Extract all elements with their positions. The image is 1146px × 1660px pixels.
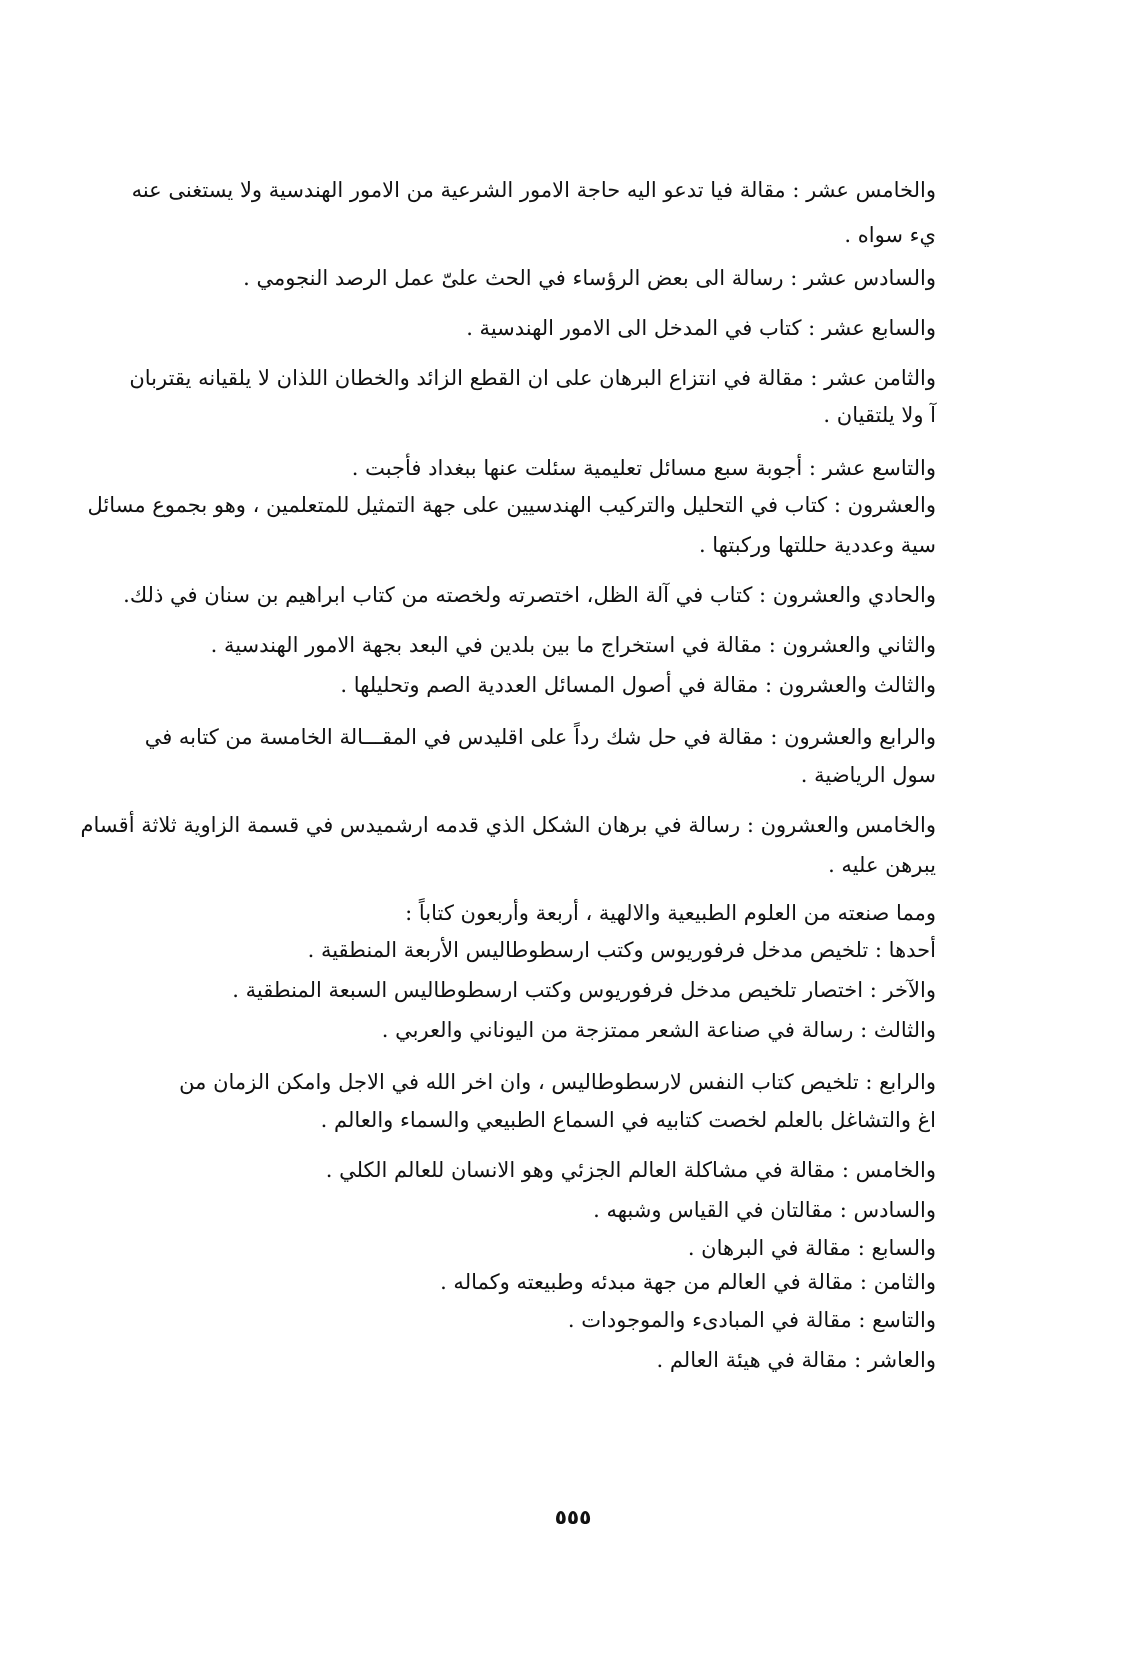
text-line: والآخر : اختصار تلخيص مدخل فرفوريوس وكتب ارسطوطاليس السبعة المنطقية . bbox=[232, 978, 936, 1002]
text-line: والخامس والعشرون : رسالة في برهان الشكل الذي قدمه ارشميدس في قسمة الزاوية ثلاثة أقسام bbox=[80, 813, 936, 837]
text-line: والثامن عشر : مقالة في انتزاع البرهان على ان القطع الزائد والخطان اللذان لا يلقيانه يقتربان bbox=[129, 366, 936, 390]
text-line: سول الرياضية . bbox=[800, 763, 936, 787]
text-line: والثالث : رسالة في صناعة الشعر ممتزجة من اليوناني والعربي . bbox=[381, 1018, 936, 1042]
text-line: ومما صنعته من العلوم الطبيعية والالهية ، أربعة وأربعون كتاباً : bbox=[405, 901, 936, 925]
text-line: والثالث والعشرون : مقالة في أصول المسائل العددية الصم وتحليلها . bbox=[340, 673, 936, 697]
text-line: سية وعددية حللتها وركبتها . bbox=[698, 533, 936, 557]
text-line: والرابع والعشرون : مقالة في حل شك رداً على اقليدس في المقـــالة الخامسة من كتابه في bbox=[144, 725, 936, 749]
text-line: والسادس : مقالتان في القياس وشبهه . bbox=[593, 1198, 936, 1222]
text-line: والخامس : مقالة في مشاكلة العالم الجزئي وهو الانسان للعالم الكلي . bbox=[325, 1158, 936, 1182]
text-line: والتاسع عشر : أجوبة سبع مسائل تعليمية سئلت عنها ببغداد فأجبت . bbox=[351, 456, 936, 480]
text-line: يء سواه . bbox=[844, 223, 936, 247]
text-line: والعشرون : كتاب في التحليل والتركيب الهندسيين على جهة التمثيل للمتعلمين ، وهو بجموع مسائل bbox=[87, 493, 936, 517]
text-line: والثاني والعشرون : مقالة في استخراج ما بين بلدين في البعد بجهة الامور الهندسية . bbox=[210, 633, 936, 657]
text-line: اغ والتشاغل بالعلم لخصت كتابيه في السماع الطبيعي والسماء والعالم . bbox=[320, 1108, 936, 1132]
text-line: والسابع : مقالة في البرهان . bbox=[687, 1236, 936, 1260]
text-line: والسادس عشر : رسالة الى بعض الرؤساء في الحث علىّ عمل الرصد النجومي . bbox=[243, 266, 936, 290]
text-line: أحدها : تلخيص مدخل فرفوريوس وكتب ارسطوطاليس الأربعة المنطقية . bbox=[307, 938, 936, 962]
page-number: ٥٥٥ bbox=[554, 1505, 592, 1529]
text-line: والتاسع : مقالة في المبادىء والموجودات . bbox=[567, 1308, 936, 1332]
text-line: يبرهن عليه . bbox=[828, 853, 936, 877]
text-line: والسابع عشر : كتاب في المدخل الى الامور الهندسية . bbox=[466, 316, 936, 340]
text-line: والعاشر : مقالة في هيئة العالم . bbox=[656, 1348, 936, 1372]
text-line: والثامن : مقالة في العالم من جهة مبدئه وطبيعته وكماله . bbox=[440, 1270, 936, 1294]
text-line: والرابع : تلخيص كتاب النفس لارسطوطاليس ، وان اخر الله في الاجل وامكن الزمان من bbox=[179, 1070, 936, 1094]
text-line: والخامس عشر : مقالة فيا تدعو اليه حاجة الامور الشرعية من الامور الهندسية ولا يستغنى عنه bbox=[131, 178, 936, 202]
text-line: آ ولا يلتقيان . bbox=[823, 403, 936, 427]
text-line: والحادي والعشرون : كتاب في آلة الظل، اختصرته ولخصته من كتاب ابراهيم بن سنان في ذلك. bbox=[123, 583, 936, 607]
